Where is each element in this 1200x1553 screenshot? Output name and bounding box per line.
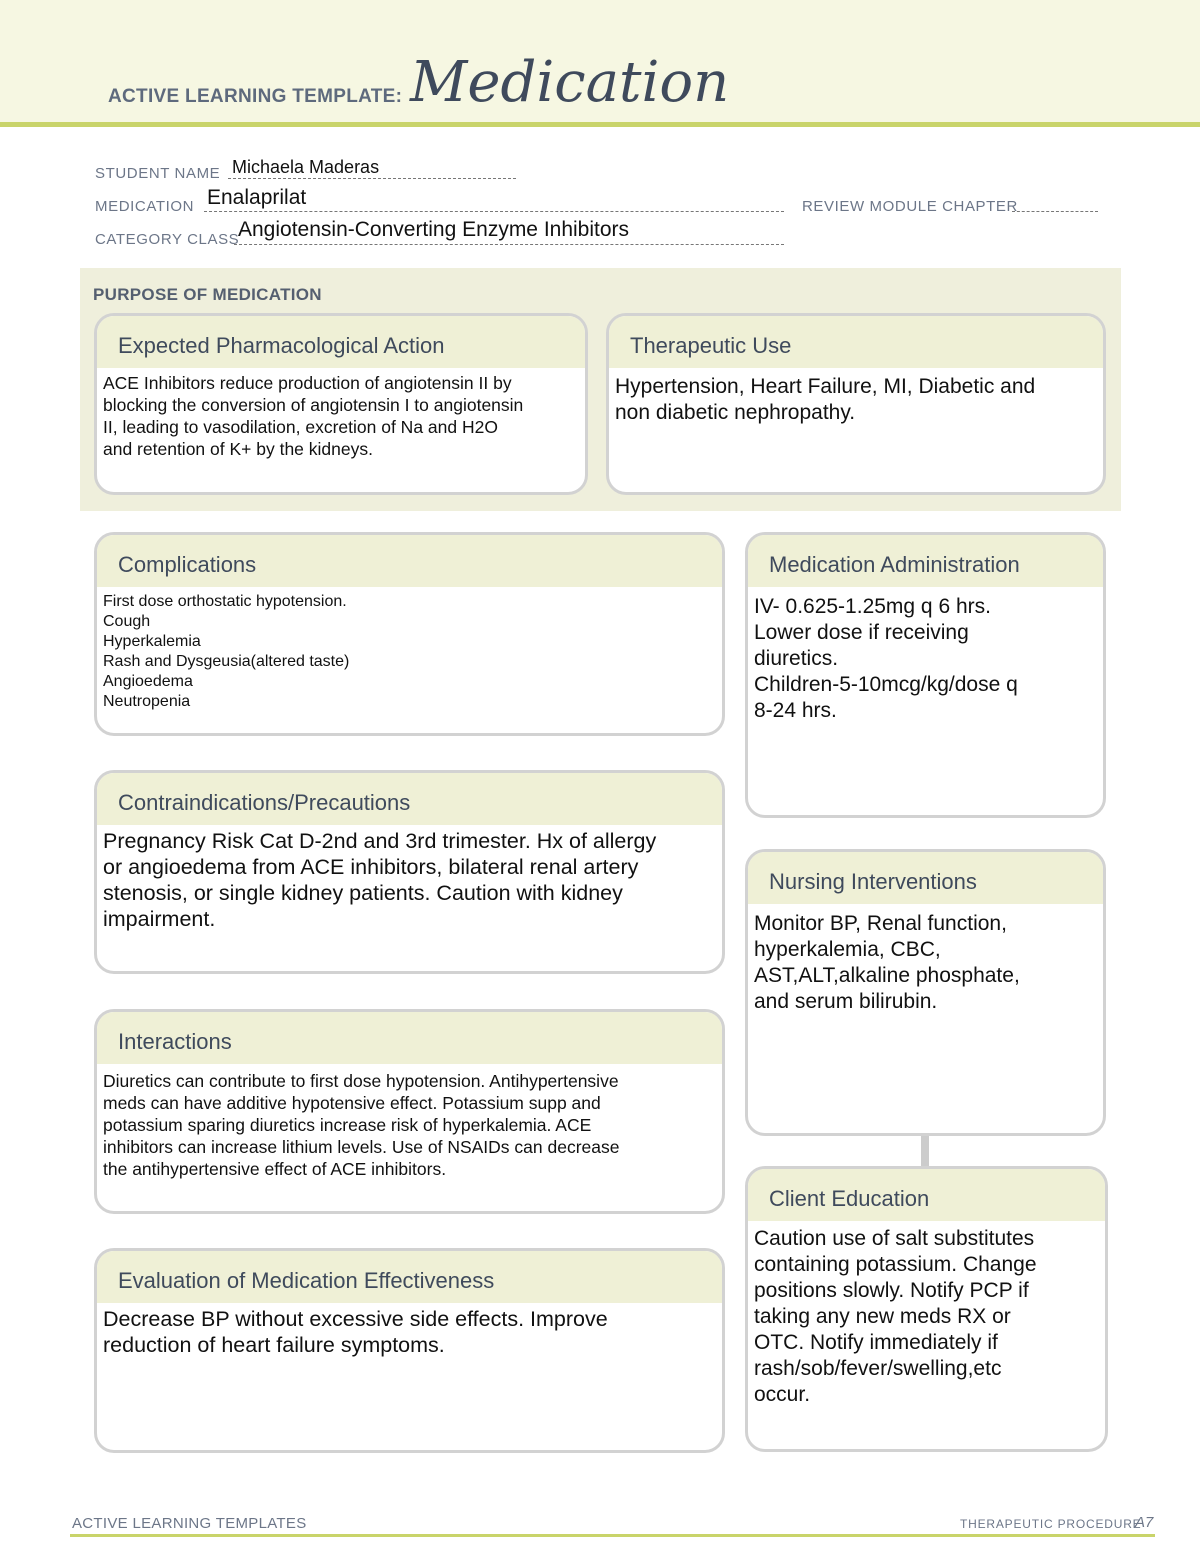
text-line: reduction of heart failure symptoms. — [103, 1333, 445, 1357]
text-line: Decrease BP without excessive side effects. Improve — [103, 1307, 608, 1331]
text-line: and serum bilirubin. — [754, 990, 938, 1013]
text-line: inhibitors can increase lithium levels. Use of NSAIDs can decrease — [103, 1137, 620, 1157]
text-line: II, leading to vasodilation, excretion of Na and H2O — [103, 417, 498, 437]
text-line: stenosis, or single kidney patients. Caution with kidney — [103, 881, 623, 905]
template-label: ACTIVE LEARNING TEMPLATE: — [108, 86, 403, 107]
medication-line — [204, 211, 784, 212]
text-line: potassium sparing diuretics increase risk of hyperkalemia. ACE — [103, 1115, 592, 1135]
footer-left: ACTIVE LEARNING TEMPLATES — [72, 1515, 307, 1532]
client-education-title: Client Education — [748, 1169, 1105, 1221]
complications-title: Complications — [97, 535, 722, 587]
student-name-line — [228, 178, 516, 179]
header-rule — [0, 122, 1200, 127]
client-education-body — [748, 1221, 1105, 1408]
nursing-interventions-title: Nursing Interventions — [748, 852, 1103, 904]
text-line: taking any new meds RX or — [754, 1305, 1011, 1328]
text-line: OTC. Notify immediately if — [754, 1331, 998, 1354]
list-item: Rash and Dysgeusia(altered taste) — [103, 653, 350, 670]
text-line: Children-5-10mcg/kg/dose q — [754, 673, 1018, 696]
contraindications-title: Contraindications/Precautions — [97, 773, 722, 825]
therapeutic-use-card — [606, 313, 1106, 495]
text-line: occur. — [754, 1383, 811, 1406]
text-line: Diuretics can contribute to first dose hypotension. Antihypertensive — [103, 1071, 619, 1091]
text-line: IV- 0.625-1.25mg q 6 hrs. — [754, 595, 991, 618]
category-class-line — [234, 244, 784, 245]
text-line: Hypertension, Heart Failure, MI, Diabetic and — [615, 375, 1036, 398]
purpose-heading: PURPOSE OF MEDICATION — [93, 285, 322, 304]
evaluation-title: Evaluation of Medication Effectiveness — [97, 1251, 722, 1303]
category-class-field[interactable]: Angiotensin-Converting Enzyme Inhibitors — [238, 218, 630, 241]
text-line: meds can have additive hypotensive effect. Potassium supp and — [103, 1093, 601, 1113]
category-class-label: CATEGORY CLASS — [95, 231, 240, 248]
text-line: blocking the conversion of angiotensin I to angiotensin — [103, 395, 524, 415]
review-module-label: REVIEW MODULE CHAPTER — [802, 198, 1018, 215]
text-line: rash/sob/fever/swelling,etc — [754, 1357, 1002, 1380]
text-line: the antihypertensive effect of ACE inhibitors. — [103, 1159, 447, 1179]
complications-card — [94, 532, 725, 736]
card-connector — [921, 1136, 929, 1166]
footer-right: THERAPEUTIC PROCEDURE — [960, 1517, 1142, 1531]
expected-action-title: Expected Pharmacological Action — [97, 316, 585, 368]
client-education-card — [745, 1166, 1108, 1452]
text-line: Monitor BP, Renal function, — [754, 912, 1007, 935]
text-line: impairment. — [103, 907, 216, 931]
evaluation-body — [97, 1303, 722, 1358]
text-line: diuretics. — [754, 647, 839, 670]
therapeutic-use-title: Therapeutic Use — [609, 316, 1103, 368]
complications-body — [97, 587, 722, 712]
student-name-label: STUDENT NAME — [95, 165, 221, 182]
medication-field[interactable]: Enalaprilat — [207, 186, 307, 209]
list-item: Cough — [103, 613, 151, 630]
list-item: Hyperkalemia — [103, 633, 201, 650]
text-line: 8-24 hrs. — [754, 699, 837, 722]
text-line: and retention of K+ by the kidneys. — [103, 439, 373, 459]
text-line: Caution use of salt substitutes — [754, 1227, 1035, 1250]
nursing-interventions-card — [745, 849, 1106, 1136]
text-line: non diabetic nephropathy. — [615, 401, 856, 424]
text-line: Pregnancy Risk Cat D-2nd and 3rd trimester. Hx of allergy — [103, 829, 657, 853]
list-item: Angioedema — [103, 673, 193, 690]
page-number: A7 — [1135, 1514, 1154, 1531]
text-line: or angioedema from ACE inhibitors, bilateral renal artery — [103, 855, 639, 879]
medication-label: MEDICATION — [95, 198, 195, 215]
contraindications-card — [94, 770, 725, 974]
expected-action-body — [97, 368, 585, 460]
nursing-interventions-body — [748, 904, 1103, 1015]
text-line: positions slowly. Notify PCP if — [754, 1279, 1029, 1302]
interactions-body — [97, 1064, 722, 1180]
list-item: Neutropenia — [103, 693, 191, 710]
text-line: containing potassium. Change — [754, 1253, 1037, 1276]
text-line: hyperkalemia, CBC, — [754, 938, 941, 961]
student-name-field[interactable]: Michaela Maderas — [232, 157, 380, 177]
therapeutic-use-body — [609, 368, 1103, 426]
review-module-line — [1012, 211, 1098, 212]
text-line: ACE Inhibitors reduce production of angiotensin II by — [103, 373, 512, 393]
expected-action-card — [94, 313, 588, 495]
medication-administration-title: Medication Administration — [748, 535, 1103, 587]
page-title: Medication — [410, 50, 730, 115]
interactions-title: Interactions — [97, 1012, 722, 1064]
medication-administration-body — [748, 587, 1103, 724]
evaluation-card — [94, 1248, 725, 1453]
interactions-card — [94, 1009, 725, 1214]
text-line: Lower dose if receiving — [754, 621, 969, 644]
contraindications-body — [97, 825, 722, 932]
list-item: First dose orthostatic hypotension. — [103, 593, 347, 610]
medication-administration-card — [745, 532, 1106, 818]
footer-rule — [70, 1534, 1155, 1537]
text-line: AST,ALT,alkaline phosphate, — [754, 964, 1020, 987]
